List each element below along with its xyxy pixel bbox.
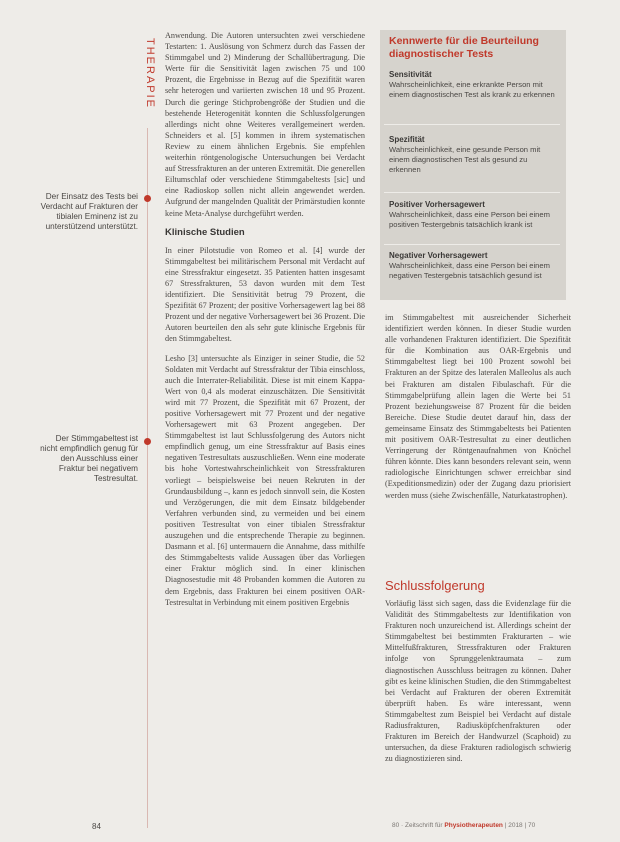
section-side-label: THERAPIE <box>144 38 156 110</box>
conclusion-body <box>385 598 571 764</box>
box-divider <box>384 192 560 193</box>
col1-paragraph-3: Lesho [3] untersuchte als Einziger in seiner Studie, die 52 Soldaten mit Verdacht auf Stressfraktur der Tibia einschloss, auch die Interrater-Reliabilität. Diese ist mit einem Kappa-Wert von 0,4 als moderat einzuschätzen. Die Sensitivität wird mit 77 Prozent, die Spezifität mit 67 Prozent, der positive Vorhersagewert mit 77 Prozent und der negative Vorhersagewert mit 63 Prozent angegeben. Der Stimmgabeltest ist laut Schlussfolgerung des Autors nicht empfindlich genug, um eine Stressfraktur auf Basis eines negativen Testresultats auszuschließen. Wenn eine moderate bis hohe Vortestwahrscheinlichkeit von Stressfrakturen vorliegt – beispielsweise bei neuen Rekruten in der Grundausbildung –, kann es jedoch sinnvoll sein, die Kosten und Verzögerungen, die mit dem Einsatz bildgebender Verfahren verbunden sind, zu vermeiden und bei einem positiven Testresultat von einer tibialen Stressfraktur auszugehen und die entsprechende Therapie zu beginnen. Dasmann et al. [6] untermauern die Annahme, dass mithilfe des Stimmgabeltests valide Aussagen über das Vorliegen einer Fraktur möglich sind. In einer klinischen Diagnosestudie mit 48 Probanden kommen die Autoren zu dem Ergebnis, dass Frakturen bei einem positiven OAR-Testresultat in Verbindung mit einem positiven Ergebnis <box>165 353 365 607</box>
definition-text: Wahrscheinlichkeit, dass eine Person bei einem negativen Testergebnis tatsächlich gesund ist <box>389 261 550 280</box>
journal-brand: Physiotherapeuten <box>444 822 503 829</box>
definition-specificity <box>389 135 559 175</box>
margin-note-2: Der Stimmgabeltest ist nicht empfindlich genug für den Ausschluss einer Fraktur bei negativem Testresultat. <box>40 434 138 483</box>
journal-prefix: 80 · Zeitschrift für <box>392 822 443 829</box>
box-divider <box>384 124 560 125</box>
definition-text: Wahrscheinlichkeit, eine gesunde Person mit einem diagnostischen Test als gesund zu erkennen <box>389 145 541 174</box>
page-number: 84 <box>92 822 101 831</box>
definition-term: Negativer Vorhersagewert <box>389 251 488 260</box>
definition-npv <box>389 251 559 281</box>
definition-text: Wahrscheinlichkeit, dass eine Person bei einem positiven Testergebnis tatsächlich krank ist <box>389 210 550 229</box>
column-2 <box>385 312 571 501</box>
conclusion-paragraph: Vorläufig lässt sich sagen, dass die Evidenzlage für die Validität des Stimmgabeltests zur Identifikation von Frakturen noch unzureichend ist. Allerdings scheint der Stimmgabeltest bei bestimmten Frakturarten – wie Mittelfußfrakturen, Stressfrakturen oder Frakturen infolge von Sprunggelenktraumata – zum diagnostischen Ausschluss beitragen zu können. Daher gibt es keine klinischen Studien, die den Stimmgabeltest bei Verdacht auf Frakturen der oberen Extremität überprüft haben. Es wäre interessant, wenn Stimmgabeltest zum Beispiel bei Verdacht auf distale Radiusfrakturen, Radiusköpfchenfrakturen oder Frakturen im Bereich der Handwurzel (Scaphoid) zu untersuchen, da diese Frakturen radiologisch schwierig zu diagnostizieren sind. <box>385 599 571 764</box>
col1-paragraph-1: Anwendung. Die Autoren untersuchten zwei verschiedene Testarten: 1. Auslösung von Schmerz durch das Fassen der Stimmgabel und 2) Minderung der Schallübertragung. Die Werte für die Sensitivität lagen zwischen 75 und 100 Prozent, die Ergebnisse in Bezug auf die Spezifität waren sehr heterogen und variierten zwischen 18 und 95 Prozent. Durch die geringe Stichprobengröße der Studien und die bestehende Heterogenität konnten die Schlussfolgerungen allerdings nicht ohne Weiteres verallgemeinert werden. Schneiders et al. [5] kommen in ihrem systematischen Review zu einem ähnlichen Ergebnis. Sie empfehlen weiterhin röntgenologische Untersuchungen bei Verdacht auf Stressfrakturen an der unteren Extremität. Die generellen Eiltumschlaf oder verschiedene Stimmgabeltests [sic] und eine Radioskop sollen nicht allein angewendet werden. Aufgrund der mangelnden Qualität der Primärstudien konnte keine Meta-Analyse durchgeführt werden. <box>165 31 365 218</box>
box-divider <box>384 244 560 245</box>
definition-term: Spezifität <box>389 135 425 144</box>
definition-term: Sensitivität <box>389 70 432 79</box>
conclusion-heading: Schlussfolgerung <box>385 578 485 593</box>
definitions-box-title: Kennwerte für die Beurteilung diagnostischer Tests <box>389 35 539 60</box>
journal-suffix: | 2018 | 70 <box>504 822 536 829</box>
margin-rule <box>147 128 148 828</box>
definition-term: Positiver Vorhersagewert <box>389 200 485 209</box>
col1-heading: Klinische Studien <box>165 226 245 238</box>
definition-text: Wahrscheinlichkeit, eine erkrankte Person mit einem diagnostischen Test als krank zu erkennen <box>389 80 555 99</box>
column-1 <box>165 30 365 608</box>
col2-paragraph-1: im Stimmgabeltest mit ausreichender Sicherheit identifiziert werden können. In dieser Studie wurden alle vorhandenen Frakturen identifiziert. Die Spezifität für die Kombination aus OAR-Ergebnis und Stimmgabeltest liegt bei 100 Prozent sowohl bei Frakturen an der Spitze des lateralen Malleolus als auch bei Frakturen am distalen Fibulaschaft. Für die Stimmgabelprüfung allein lagen die Werte bei 51 Prozent beziehungsweise 87 Prozent für die beiden Bereiche. Diese Studie deutet darauf hin, dass der gemeinsame Einsatz des Stimmgabeltests bei Patienten mit positivem OAR-Testresultat zu einer deutlichen Verringerung der Röntgenaufnahmen von Knöchel führen könnte. Dies kann besonders relevant sein, wenn radiologische Einrichtungen schwer erreichbar sind (Expeditionsmedizin) oder der Zugang dazu priorisiert werden muss (siehe Zwischenfälle, Naturkatastrophen). <box>385 313 571 500</box>
margin-note-marker <box>144 438 151 445</box>
col1-paragraph-2: In einer Pilotstudie von Romeo et al. [4] wurde der Stimmgabeltest bei militärischem Personal mit Verdacht auf eine Stressfraktur eingesetzt. 35 Patienten hatten insgesamt 67 Stressfrakturen, 53 davon wurden mit dem Test identifiziert. Die Sensitivität betrug 79 Prozent, die Spezifität 67 Prozent; der positive Vorhersagewert lag bei 88 Prozent und der negative Vorhersagewert bei 36 Prozent. Die Autoren beurteilen den als sehr gute klinische Ergebnis für den Stimmgabeltest. <box>165 245 366 344</box>
definition-sensitivity <box>389 70 559 100</box>
definition-ppv <box>389 200 559 230</box>
journal-footer <box>392 822 535 829</box>
margin-note-marker <box>144 195 151 202</box>
margin-note-1: Der Einsatz des Tests bei Verdacht auf Frakturen der tibialen Eminenz ist zu unterstützend unterstützt. <box>40 192 138 231</box>
